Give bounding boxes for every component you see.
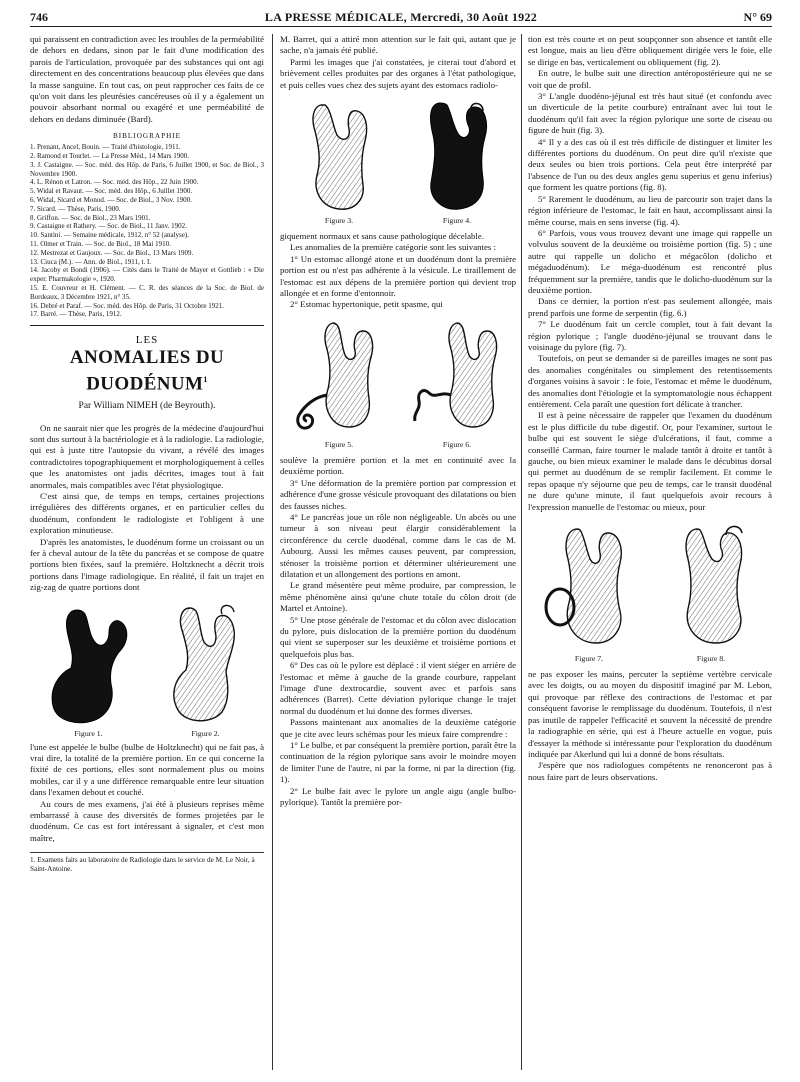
stomach-diagram-hatched-icon bbox=[534, 519, 644, 653]
figure-4 bbox=[409, 95, 505, 225]
body-paragraph: ne pas exposer les mains, percuter la septième vertèbre cervicale avec les doigts, ou au moyen du dispositif imaginé par M. Lebon, qui provoque par réflexe des contractions de l'estomac et par conséquent favorise le remplissage du duodénum. Toutefois, il n'est pas inutile de rappeler l'efficacité et souvent la nécessité de prendre la radiographie en série, qui est à l'heure actuelle en vogue, puis d'essayer la méthode si intéressante pour l'exploration du duodénum indiquée par Akerlund qui lui a donné de bons résultats. bbox=[528, 669, 772, 759]
bibliography-entry: 6. Widal, Sicard et Monod. — Soc. de Biol., 3 Nov. 1900. bbox=[30, 196, 192, 205]
bibliography-entry: 12. Mestrezat et Gaujoux. — Soc. de Biol., 13 Mars 1909. bbox=[30, 248, 194, 257]
body-paragraph: 2° Le bulbe fait avec le pylore un angle aigu (angle bulbo-pylorique). Tantôt la première por- bbox=[280, 785, 516, 808]
body-paragraph: Toutefois, on peut se demander si de pareilles images ne sont pas des anomalies congénitales ou simplement des retentissements d'organes voisins à savoir : le foie, l'estomac et même le duodénum, des anomalies dont l'étiologie et la symptomatologie nous échappent entièrement. Cela paraît une question fort délicate à trancher. bbox=[528, 353, 772, 409]
body-paragraph: M. Barret, qui a attiré mon attention sur le fait qui, autant que je sache, n'a jamais été publié. bbox=[280, 34, 516, 56]
journal-title: LA PRESSE MÉDICALE, Mercredi, 30 Août 1922 bbox=[264, 10, 538, 24]
figure-row-3-4 bbox=[280, 95, 516, 225]
figure-2 bbox=[156, 600, 256, 738]
figure-caption: Figure 7. bbox=[574, 654, 604, 664]
figure-8 bbox=[656, 519, 766, 663]
stomach-diagram-dark-icon bbox=[409, 95, 505, 215]
issue-number: N° 69 bbox=[743, 10, 772, 24]
body-paragraph: Parmi les images que j'ai constatées, je citerai tout d'abord et brièvement celles produites par des organes à l'état pathologique, et puis celles vues chez des sujets ayant des estomacs radiolo- bbox=[280, 56, 516, 90]
stomach-diagram-hatched-icon bbox=[405, 315, 509, 439]
article-kicker: LES bbox=[135, 334, 159, 347]
body-paragraph: 4° Le pancréas joue un rôle non négligeable. Un abcès ou une tumeur à son niveau peut élargir considérablement la circonférence du cercle duodénal, comme dans le cas de M. Aubourg. Aussi les mêmes causes peuvent, par compression, sténoser la troisième portion et déterminer ultérieurement une dilatation et un allongement des portions en amont. bbox=[280, 511, 516, 579]
bibliography-entry: 10. Santini. — Semaine médicale, 1912, n° 52 (analyse). bbox=[30, 231, 189, 240]
figure-caption: Figure 2. bbox=[191, 728, 220, 738]
bibliography-entry: 9. Castaigne et Rathery. — Soc. de Biol., 11 Janv. 1902. bbox=[30, 222, 187, 231]
body-paragraph: 6° Des cas où le pylore est déplacé : il vient siéger en arrière de l'estomac et même à gauche de la grande courbure, rappelant l'image d'une dextrocardie, souvent avec et parfois sans adhérences (Barret). Cette déviation pylorique change le trajet normal du duodénum et lui donne des formes diverses. bbox=[280, 660, 516, 716]
figure-6 bbox=[405, 315, 509, 449]
bibliography-title: BIBLIOGRAPHIE bbox=[112, 132, 182, 141]
bibliography-entry: 15. E. Couvreur et H. Clément. — C. R. des séances de la Soc. de Biol. de Bordeaux, 3 Décembre 1921, n° 35. bbox=[30, 284, 264, 301]
figure-caption: Figure 4. bbox=[442, 216, 472, 226]
figure-row-7-8 bbox=[528, 519, 772, 663]
bibliography-list bbox=[30, 143, 264, 319]
page-header bbox=[30, 8, 772, 27]
stomach-diagram-hatched-icon bbox=[156, 600, 256, 728]
footnote-marker: 1 bbox=[203, 375, 208, 385]
column-rule bbox=[521, 34, 522, 1070]
figure-1 bbox=[39, 600, 139, 738]
body-paragraph: tion est très courte et on peut soupçonner son absence et tantôt elle est longue, mais au lieu d'être obliquement dirigée vers le foie, elle se dirige en bas, verticalement ou obliquement (fig. 2). bbox=[528, 34, 772, 67]
body-paragraph: 4° Il y a des cas où il est très difficile de distinguer et limiter les différentes portions du duodénum. On peut dire qu'il n'existe que deux seules ou bien trois portions. Cela peut être interprété par l'absence de l'un ou des deux angles genu superius et genu inferius) que forment les quatre portions (fig. 8). bbox=[528, 136, 772, 193]
body-paragraph: 1° Un estomac allongé atone et un duodénum dont la première portion est ou n'est pas adhérente à la vésicule. Le tiraillement de l'estomac est aux dépens de la première portion qui devient trop allongée et en forme d'entonnoir. bbox=[280, 253, 516, 299]
body-paragraph: 1° Le bulbe, et par conséquent la première portion, paraît être la continuation de la région pylorique sans avoir le moindre moyen de limiter l'une de l'autre, ni par la forme, ni par la direction (fig. 1). bbox=[280, 740, 516, 785]
article-byline: Par William NIMEH (de Beyrouth). bbox=[78, 400, 216, 411]
section-divider bbox=[30, 325, 264, 326]
intro-paragraph: qui paraissent en contradiction avec les troubles de la perméabilité de dehors en dedans, sinon par le fait d'une modification des parois de l'articulation, provoquée par des substances qui ont agi directement en des concentrations beaucoup plus élevées que dans la masse sanguine. En tout cas, on peut rapprocher ces faits de ce qu'on voit dans les pleurésies cancéreuses où il y a également un pouvoir absorbant normal ou exagéré et une perméabilité de dehors en dedans diminuée (Bard). bbox=[30, 34, 264, 124]
bibliography-entry: 5. Widal et Ravaut. — Soc. méd. des Hôp., 6 Juillet 1900. bbox=[30, 187, 193, 196]
figure-caption: Figure 1. bbox=[74, 728, 103, 738]
body-paragraph: 3° Une déformation de la première portion par compression et adhérence d'une grosse vésicule provoquant des dilatations ou bien des fausses niches. bbox=[280, 477, 516, 511]
article-title bbox=[30, 347, 264, 395]
column-1 bbox=[30, 34, 264, 1074]
stomach-diagram-hatched-icon bbox=[287, 315, 391, 439]
bibliography-entry: 7. Sicard. — Thèse, Paris, 1900. bbox=[30, 204, 121, 213]
body-paragraph: l'une est appelée le bulbe (bulbe de Holtzknecht) qui ne fait pas, à vrai dire, la totalité de la première portion. En ce qui concerne la fixité de ces portions, elles sont normalement plus ou moins mobiles, car il y a une différence remarquable entre leur situation dans l'examen debout et couché. bbox=[30, 741, 264, 798]
column-rule bbox=[272, 34, 273, 1070]
bibliography-entry: 11. Olmer et Train. — Soc. de Biol., 18 Mai 1910. bbox=[30, 240, 171, 249]
body-paragraph: 7° Le duodénum fait un cercle complet, tout à fait devant la région pylorique ; l'angle duodéno-jéjunal se trouvant dans le voisinage du pylore (fig. 7). bbox=[528, 319, 772, 352]
figure-caption: Figure 3. bbox=[324, 216, 354, 226]
figure-caption: Figure 6. bbox=[442, 439, 472, 449]
bibliography-entry: 4. L. Rénon et Latron. — Soc. méd. des Hôp., 22 Juin 1900. bbox=[30, 178, 199, 187]
body-paragraph: Le grand mésentère peut même produire, par compression, le même phénomène ainsi qu'une chute totale du côlon droit (de Martel et Antoine). bbox=[280, 580, 516, 614]
bibliography-entry: 16. Debré et Paraf. — Soc. méd. des Hôp. de Paris, 31 Octobre 1921. bbox=[30, 301, 225, 310]
body-paragraph: 5° Rarement le duodénum, au lieu de parcourir son trajet dans la région inférieure de l'estomac, le fait en haut, accomplissant ainsi la même course, mais en sens inverse (fig. 4). bbox=[528, 193, 772, 227]
figure-row-5-6 bbox=[280, 315, 516, 449]
body-paragraph: Au cours de mes examens, j'ai été à plusieurs reprises même embarrassé à cause des diversités de formes projetées par le duodénum. Ce cas est fort intéressant à signaler, et c'est mon maître, bbox=[30, 798, 264, 843]
body-paragraph: C'est ainsi que, de temps en temps, certaines projections irrégulières des différents organes, et en particulier celles du duodénum, confondent le radiologiste et l'obligent à une exploration minutieuse. bbox=[30, 490, 264, 536]
bibliography-entry: 1. Prenant, Ancel, Bouin. — Traité d'histologie, 1911. bbox=[30, 143, 181, 152]
figure-row-1-2 bbox=[30, 600, 264, 738]
footnote: 1. Examens faits au laboratoire de Radiologie dans le service de M. Le Noir, à Saint-Antoine. bbox=[30, 852, 264, 874]
body-paragraph: Dans ce dernier, la portion n'est pas seulement allongée, mais prend parfois une forme de serpentin (fig. 6.) bbox=[528, 296, 772, 318]
body-paragraph: giquement normaux et sans cause pathologique décelable. bbox=[280, 231, 484, 242]
body-paragraph: 2° Estomac hypertonique, petit spasme, qui bbox=[290, 299, 443, 310]
bibliography-entry: 3. J. Castaigne. — Soc. méd. des Hôp. de Paris, 6 Juillet 1900, et Soc. de Biol., 3 Novembre 1900. bbox=[30, 160, 264, 178]
bibliography-entry: 17. Barré. — Thèse, Paris, 1912. bbox=[30, 310, 122, 319]
bibliography-entry: 8. Griffon. — Soc. de Biol., 23 Mars 1901. bbox=[30, 213, 151, 222]
page-number: 746 bbox=[30, 10, 48, 24]
column-3 bbox=[528, 34, 772, 1074]
bibliography-entry: 13. Ciuca (M.). — Ann. de Biol., 1911, t. I. bbox=[30, 257, 152, 266]
body-paragraph: Il est à peine nécessaire de rappeler que l'examen du duodénum est le plus difficile du tube digestif. Or, pour l'examiner, surtout le bulbe qui est souvent le siège d'ulcérations, il faut, comme a conseillé Carman, faire tourner le malade tantôt à droite et tantôt à gauche, ou bien mieux examiner le malade dans le décubitus dorsal qui permet au duodénum de se remplir facilement. Et comme le repas opaque n'y séjourne que peu de temps, car le transit duodénal ne dure qu'une minute, il faut quelquefois avoir recours à l'expression manuelle de l'estomac ou mieux, pour bbox=[528, 410, 772, 512]
body-paragraph: 5° Une ptose générale de l'estomac et du côlon avec dislocation du pylore, puis dislocation de la première portion du duodénum qui vient se superposer sur les deuxième et troisième portions et quelquefois plus bas. bbox=[280, 614, 516, 659]
stomach-diagram-hatched-icon bbox=[291, 95, 387, 215]
article-title-text: ANOMALIES DU DUODÉNUM bbox=[69, 347, 225, 395]
body-paragraph: En outre, le bulbe suit une direction antéropostérieure qui ne se voit que de profil. bbox=[528, 68, 772, 90]
stomach-diagram-hatched-icon bbox=[656, 519, 766, 653]
figure-caption: Figure 5. bbox=[324, 439, 354, 449]
figure-caption: Figure 8. bbox=[696, 654, 726, 664]
body-paragraph: On ne saurait nier que les progrès de la médecine d'aujourd'hui sont dus surtout à la bactériologie et à la radiologie. La radiologie, qui est à juste titre l'autopsie du vivant, a révélé des images contradictoires topographiquement et morphologiquement à celles que les anatomistes ont jadis décrites, images tout à fait anormales, mais compatibles avec l'état physiologique. bbox=[30, 422, 264, 490]
body-paragraph: D'après les anatomistes, le duodénum forme un croissant ou un fer à cheval autour de la tête du pancréas et se compose de quatre portions bien fixées, sauf la première. Holtzknecht a décrit trois portions dans l'image radiologique. En réalité, il fait un trajet en zig-zag de quatre portions dont bbox=[30, 536, 264, 593]
figure-5 bbox=[287, 315, 391, 449]
body-paragraph: J'espère que nos radiologues compétents ne renonceront pas à nous faire part de leurs observations. bbox=[528, 760, 772, 782]
body-paragraph: 6° Parfois, vous vous trouvez devant une image qui rappelle un volvulus souvent de la deuxième ou troisième portion (fig. 5) ; une autre qui rappelle un dolicho et mégacôlon (dolicho et mégaduodénum). Le méga-duodénum est rencontré plus fréquemment sur la première, tandis que le dolicho-duodénum sur la deuxième portion. bbox=[528, 227, 772, 295]
column-2 bbox=[280, 34, 516, 1074]
body-paragraph: Passons maintenant aux anomalies de la deuxième catégorie que je cite avec leurs schémas pour les mieux faire comprendre : bbox=[280, 717, 516, 739]
figure-7 bbox=[534, 519, 644, 663]
figure-3 bbox=[291, 95, 387, 225]
bibliography-entry: 2. Ramond et Tourlet. — La Presse Méd., 14 Mars 1900. bbox=[30, 152, 189, 161]
body-paragraph: 3° L'angle duodéno-jéjunal est très haut situé (et confondu avec un diverticule de la petite courbure) entraînant avec lui tout le duodénum qu'il fait avec la région pylorique une sorte de ciseau ou figure de huit (fig. 3). bbox=[528, 91, 772, 136]
body-paragraph: Les anomalies de la première catégorie sont les suivantes : bbox=[290, 242, 496, 253]
stomach-diagram-dark-icon bbox=[39, 600, 139, 728]
body-paragraph: soulève la première portion et la met en continuité avec la deuxième portion. bbox=[280, 454, 516, 477]
bibliography-entry: 14. Jacoby et Bondi (1906). — Cités dans le Traité de Mayer et Gottlieb : « Die exper. Pharmakologie », 1920. bbox=[30, 266, 264, 284]
